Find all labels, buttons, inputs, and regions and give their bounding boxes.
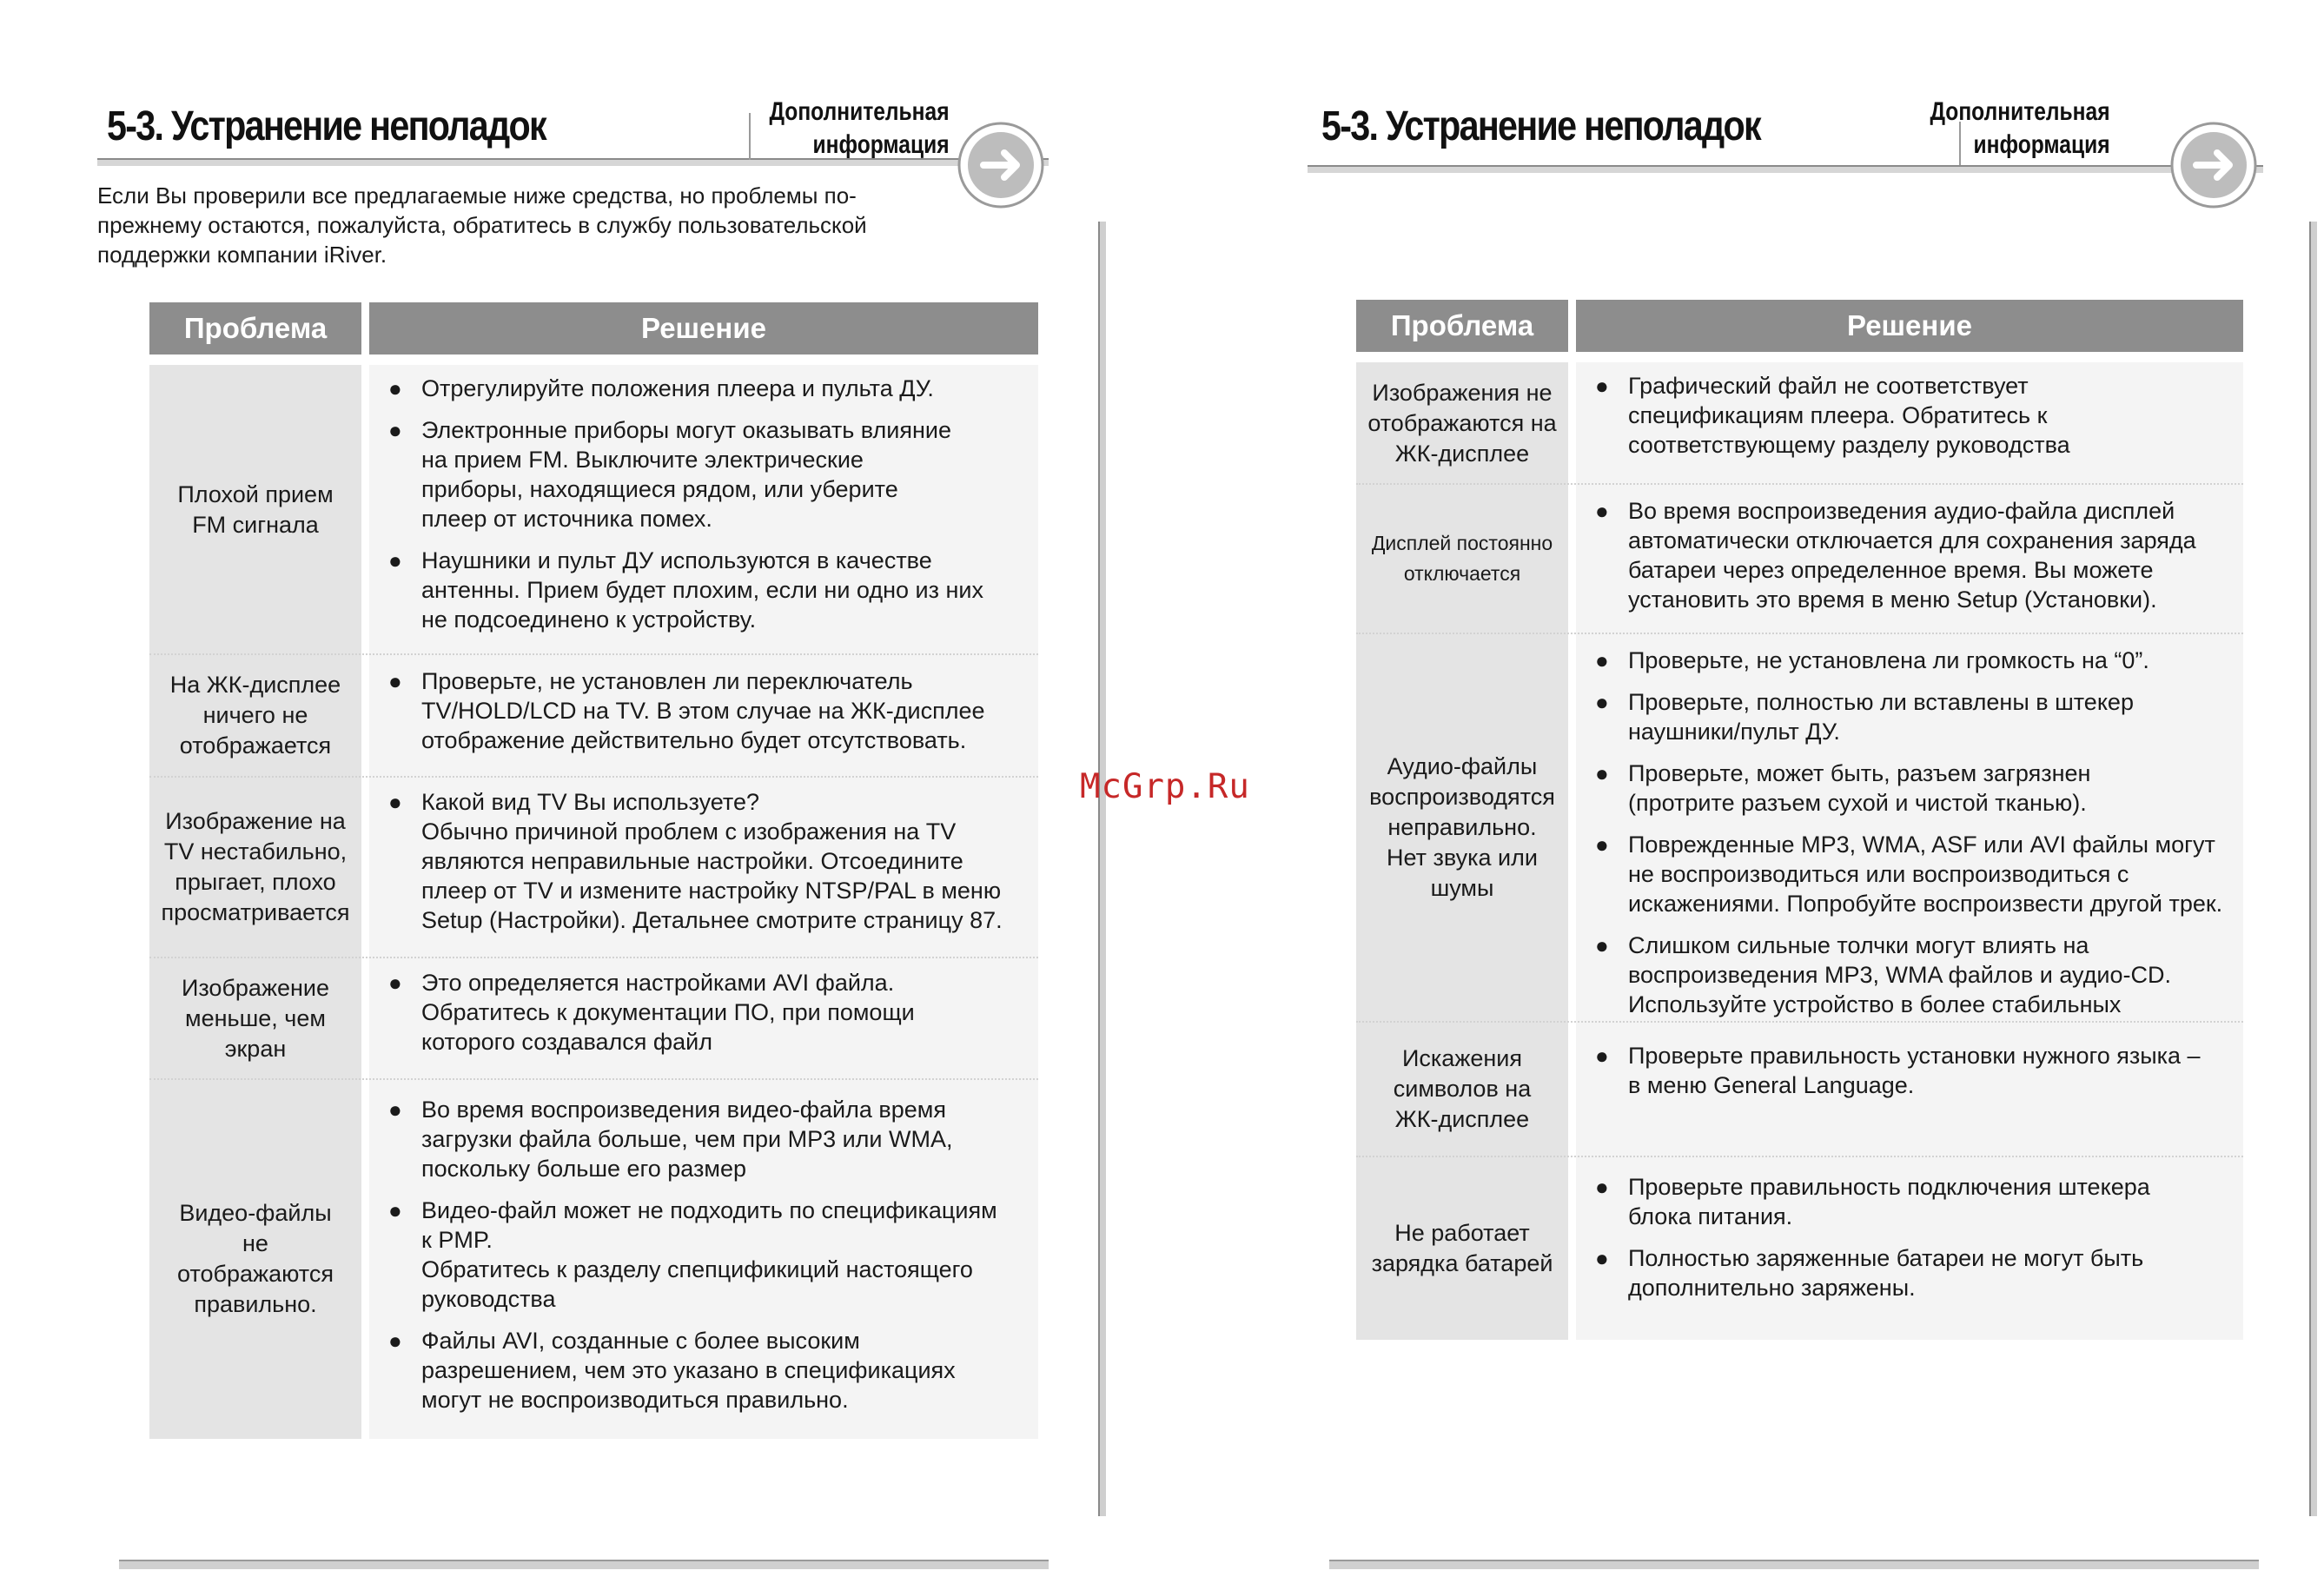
problem-cell: Аудио-файлы воспроизводятся неправильно. Нет звука или шумы: [1356, 633, 1568, 1022]
solution-text: Отрегулируйте положения плеера и пульта ДУ.: [421, 375, 934, 401]
section-label: [1930, 96, 2110, 162]
row-separator: [1356, 1156, 2243, 1157]
bullet-dot-icon: ●: [1595, 689, 1609, 715]
solution-bullet: [1592, 1243, 2231, 1302]
header-solution: Решение: [369, 302, 1038, 354]
bullet-dot-icon: ●: [1595, 1043, 1609, 1069]
solution-text: Видео-файл может не подходить по спецификациям к PMP. Обратитесь к разделу спепцификиций настоящего руководства: [421, 1197, 997, 1312]
section-label: [770, 96, 950, 162]
solution-cell: [369, 777, 1038, 957]
solution-cell: [1576, 1156, 2243, 1340]
solution-bullet: [1592, 646, 2231, 675]
solution-text: Графический файл не соответствует спецификациям плеера. Обратитесь к соответствующему разделу руководства: [1628, 373, 2070, 458]
problem-cell: Изображение меньше, чем экран: [149, 957, 361, 1079]
solution-text: Проверьте, может быть, разъем загрязнен (протрите разъем сухой и чистой тканью).: [1628, 760, 2091, 816]
solution-bullet: [385, 1326, 1026, 1415]
solution-cell: [369, 957, 1038, 1079]
bullet-dot-icon: ●: [388, 668, 402, 694]
watermark: McGrp.Ru: [1080, 767, 1250, 806]
title-underline: [1308, 167, 2263, 173]
solution-text: Проверьте, не установлен ли переключатель TV/HOLD/LCD на TV. В этом случае на ЖК-дисплее отображение действительно будет отсутствовать.: [421, 668, 985, 753]
bullet-dot-icon: ●: [1595, 373, 1609, 399]
solution-text: Во время воспроизведения видео-файла время загрузки файла больше, чем при MP3 или WMA, поскольку больше его размер: [421, 1097, 953, 1182]
solution-bullet: [385, 787, 1026, 935]
row-separator: [1356, 483, 2243, 485]
solution-bullet: [385, 968, 1026, 1057]
solution-text: Проверьте правильность установки нужного языка – в меню General Language.: [1628, 1043, 2201, 1098]
problem-cell: Не работает зарядка батарей: [1356, 1156, 1568, 1340]
solution-text: Наушники и пульт ДУ используются в качестве антенны. Прием будет плохим, если ни одно из них не подсоединено к устройству.: [421, 547, 983, 633]
section-label-line-1: Дополнительная: [769, 97, 950, 126]
problem-cell: Плохой прием FM сигнала: [149, 365, 361, 654]
solution-bullet: [385, 546, 1026, 634]
bottom-rule-dark: [1329, 1560, 2259, 1561]
problem-cell: Изображение на TV нестабильно, прыгает, плохо просматривается: [149, 777, 361, 957]
solution-text: Во время воспроизведения аудио-файла дисплей автоматически отключается для сохранения заряда батареи через определенное время. Вы можете установить это время в меню Setup (Установки).: [1628, 498, 2196, 613]
bottom-rule: [119, 1561, 1049, 1569]
bullet-dot-icon: ●: [388, 417, 402, 443]
solution-bullet: [1592, 759, 2231, 818]
problem-cell: Видео-файлы не отображаются правильно.: [149, 1079, 361, 1439]
solution-text: Электронные приборы могут оказывать влияние на прием FM. Выключите электрические приборы, находящиеся рядом, или уберите плеер от источника помех.: [421, 417, 951, 532]
page-title: 5-3. Устранение неполадок: [1321, 103, 1760, 149]
bullet-dot-icon: ●: [388, 547, 402, 573]
solution-bullet: [385, 415, 1026, 533]
header-problem: Проблема: [1356, 300, 1568, 352]
solution-text: Файлы AVI, созданные с более высоким разрешением, чем это указано в спецификациях могут не воспроизводиться правильно.: [421, 1328, 956, 1413]
bullet-dot-icon: ●: [388, 1328, 402, 1354]
bottom-rule-dark: [119, 1560, 1049, 1561]
solution-bullet: [1592, 1172, 2231, 1231]
side-rule: [2311, 222, 2317, 1516]
bullet-dot-icon: ●: [388, 1197, 402, 1223]
bullet-dot-icon: ●: [388, 375, 402, 401]
solution-bullet: [385, 666, 1026, 755]
header-problem: Проблема: [149, 302, 361, 354]
solution-text: Какой вид TV Вы используете? Обычно причиной проблем с изображения на TV являются неправильные настройки. Отсоедините плеер от TV и измените настройку NTSP/PAL в меню Setup (Настройки). Детальнее смотрите страницу 87.: [421, 789, 1003, 933]
bullet-dot-icon: ●: [1595, 647, 1609, 673]
bottom-rule: [1329, 1561, 2259, 1569]
solution-text: Слишком сильные толчки могут влиять на воспроизведения MP3, WMA файлов и аудио-CD. Используйте устройство в более стабильных: [1628, 932, 2172, 1017]
solution-cell: [1576, 362, 2243, 484]
solution-bullet: [385, 1196, 1026, 1314]
problem-cell: Дисплей постоянно отключается: [1356, 484, 1568, 633]
solution-bullet: [1592, 1041, 2231, 1100]
row-separator: [149, 653, 1038, 655]
solution-text: Проверьте правильность подключения штекера блока питания.: [1628, 1174, 2150, 1229]
solution-bullet: [1592, 687, 2231, 746]
solution-text: Проверьте, полностью ли вставлены в штекер наушники/пульт ДУ.: [1628, 689, 2134, 745]
section-label-line-2: информация: [1973, 130, 2110, 159]
solution-cell: [369, 654, 1038, 777]
solution-cell: [369, 1079, 1038, 1439]
bullet-dot-icon: ●: [1595, 1245, 1609, 1271]
solution-cell: [1576, 633, 2243, 1022]
bullet-dot-icon: ●: [1595, 498, 1609, 524]
solution-bullet: [1592, 371, 2231, 460]
row-separator: [1356, 633, 2243, 634]
arrow-right-icon: [2167, 120, 2271, 224]
bullet-dot-icon: ●: [1595, 932, 1609, 958]
side-rule-dark: [1098, 222, 1100, 1516]
solution-bullet: [1592, 830, 2231, 918]
problem-cell: На ЖК-дисплее ничего не отображается: [149, 654, 361, 777]
section-label-divider: [749, 113, 751, 160]
solution-text: Проверьте, не установлена ли громкость на “0”.: [1628, 647, 2149, 673]
solution-text: Поврежденные MP3, WMA, ASF или AVI файлы могут не воспроизводиться или воспроизводиться с искажениями. Попробуйте воспроизвести другой трек.: [1628, 832, 2223, 917]
solution-text: Это определяется настройками AVI файла. Обратитесь к документации ПО, при помощи которого создавался файл: [421, 970, 915, 1055]
intro-text: Если Вы проверили все предлагаемые ниже средства, но проблемы по- прежнему остаются, пожалуйста, обратитесь в службу пользовательской поддержки компании iRiver.: [97, 182, 867, 268]
page-title: 5-3. Устранение неполадок: [107, 103, 546, 149]
solution-cell: [1576, 1022, 2243, 1156]
section-label-line-1: Дополнительная: [1930, 97, 2110, 126]
row-separator: [149, 776, 1038, 778]
solution-bullet: [385, 374, 1026, 403]
problem-cell: Искажения символов на ЖК-дисплее: [1356, 1022, 1568, 1156]
solution-text: Полностью заряженные батареи не могут быть дополнительно заряжены.: [1628, 1245, 2144, 1301]
side-rule: [1100, 222, 1106, 1516]
bullet-dot-icon: ●: [388, 789, 402, 815]
bullet-dot-icon: ●: [1595, 760, 1609, 786]
side-rule-dark: [2309, 222, 2311, 1516]
right-page: [1162, 0, 2324, 1577]
solution-cell: [369, 365, 1038, 654]
header-solution: Решение: [1576, 300, 2243, 352]
bullet-dot-icon: ●: [1595, 1174, 1609, 1200]
bullet-dot-icon: ●: [388, 1097, 402, 1123]
title-underline-dark: [1308, 165, 2263, 167]
row-separator: [149, 1078, 1038, 1080]
solution-bullet: [1592, 496, 2231, 614]
row-separator: [1356, 1021, 2243, 1023]
solution-bullet: [385, 1095, 1026, 1183]
solution-cell: [1576, 484, 2243, 633]
bullet-dot-icon: ●: [1595, 832, 1609, 858]
section-label-line-2: информация: [812, 130, 950, 159]
row-separator: [149, 957, 1038, 958]
problem-cell: Изображения не отображаются на ЖК-дисплее: [1356, 362, 1568, 484]
bullet-dot-icon: ●: [388, 970, 402, 996]
